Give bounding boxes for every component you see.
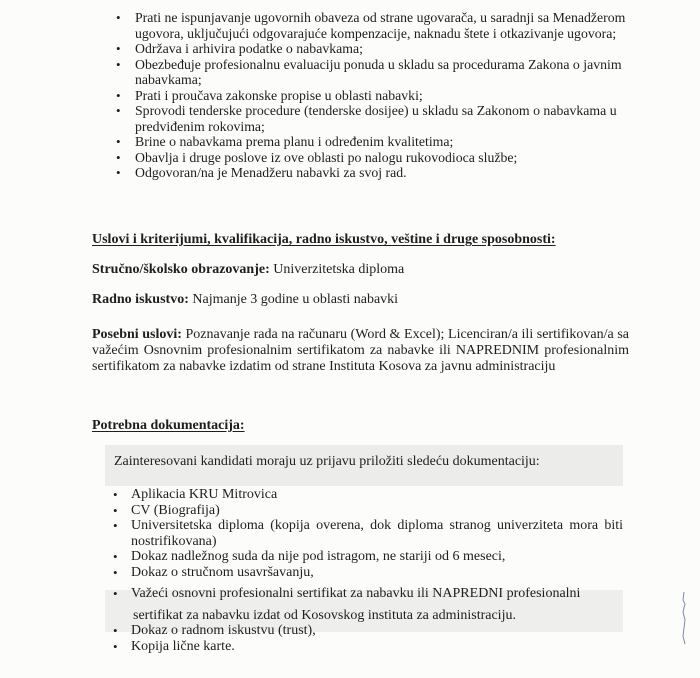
bullet: • [116,165,121,180]
duty-text: Obavlja i druge poslove iz ove oblasti po nalogu rukovodioca službe; [135,149,518,165]
bullet: • [113,518,118,533]
doc-item [113,565,623,581]
bullet: • [113,487,118,502]
special-label: Posebni uslovi: [92,327,182,342]
doc-text: Universitetska diploma (kopija overena, dok diploma stranog univerziteta mora biti nostrifikovana) [131,518,623,549]
education-value: Univerzitetska diploma [269,262,405,277]
duty-text: Odgovoran/na je Menadžeru nabavki za svoj rad. [135,165,407,180]
bullet: • [116,41,121,56]
conditions-heading: Uslovi i kriterijumi, kvalifikacija, radno iskustvo, veštine i druge sposobnosti: [92,232,556,247]
doc-text: Dokaz o stručnom usavršavanju, [131,564,314,580]
doc-text: Dokaz nadležnog suda da nije pod istragom, ne stariji od 6 meseci, [131,549,506,564]
special-conditions [92,327,629,375]
bullet: • [113,502,118,518]
doc-item-continuation [113,608,623,624]
doc-text: Važeći osnovni profesionalni sertifikat za nabavku ili NAPREDNI profesionalni [131,586,581,601]
bullet: • [116,56,121,72]
duty-text: Održava i arhivira podatke o nabavkama; [135,41,363,56]
duty-text: Prati i proučava zakonske propise u oblasti nabavki; [135,87,423,103]
duty-item [116,57,636,88]
doc-text: sertifikat za nabavku izdat od Kosovskog instituta za administraciju. [133,607,516,623]
doc-text: Aplikacia KRU Mitrovica [131,487,278,502]
doc-item [113,586,623,602]
bullet: • [113,586,118,601]
experience-line [92,292,629,308]
doc-text: Kopija lične karte. [131,638,235,654]
doc-item [113,518,623,549]
duty-text: Brine o nabavkama prema planu i određenim kvalitetima; [135,134,454,149]
education-line [92,262,629,278]
duty-text: Sprovodi tenderske procedure (tenderske dosijee) u skladu sa Zakonom o nabavkama u predviđenim rokovima; [135,103,617,134]
duty-item [116,41,636,57]
duty-item [116,103,636,134]
duty-item [116,10,636,41]
bullet: • [116,10,121,25]
documentation-heading: Potrebna dokumentacija: [92,418,245,433]
bullet: • [116,103,121,118]
doc-item [113,503,623,519]
duty-item [116,88,636,104]
duty-item [116,165,636,181]
bullet: • [113,564,118,580]
duty-item [116,150,636,166]
duty-item [116,134,636,150]
special-value: Poznavanje rada na računaru (Word & Excel); Licenciran/a ili sertifikovan/a sa važećim Osnovnim profesionalnim sertifikatom za nabavke ili NAPREDNIM profesionalnim sertifikatom za nabavke izdatim od strane Instituta Kosova za javnu administraciju [92,327,629,374]
bullet: • [116,149,121,165]
experience-label: Radno iskustvo: [92,292,189,307]
education-label: Stručno/školsko obrazovanje: [92,262,270,277]
bullet: • [113,638,118,654]
duty-text: Prati ne ispunjavanje ugovornih obaveza od strane ugovarača, u saradnji sa Menadžerom ugovora, uključujući odgovarajuće kompenzacije, naknadu štete i otkazivanje ugovora; [135,10,626,41]
doc-text: CV (Biografija) [131,502,220,518]
bullet: • [113,549,118,564]
documentation-list [113,487,623,654]
bullet: • [113,623,118,638]
bullet: • [116,87,121,103]
doc-text: Dokaz o radnom iskustvu (trust), [131,623,316,638]
bullet: • [116,134,121,149]
duties-list [116,10,636,181]
doc-item [113,549,623,565]
experience-value: Najmanje 3 godine u oblasti nabavki [188,292,399,307]
doc-item [113,623,623,639]
doc-item [113,639,623,655]
doc-item [113,487,623,503]
duty-text: Obezbeđuje profesionalnu evaluaciju ponuda u skladu sa procedurama Zakona o javnim nabavkama; [135,56,622,87]
documentation-intro: Zainteresovani kandidati moraju uz prijavu priložiti sledeću dokumentaciju: [114,454,540,469]
margin-stamp-mark [683,590,689,650]
